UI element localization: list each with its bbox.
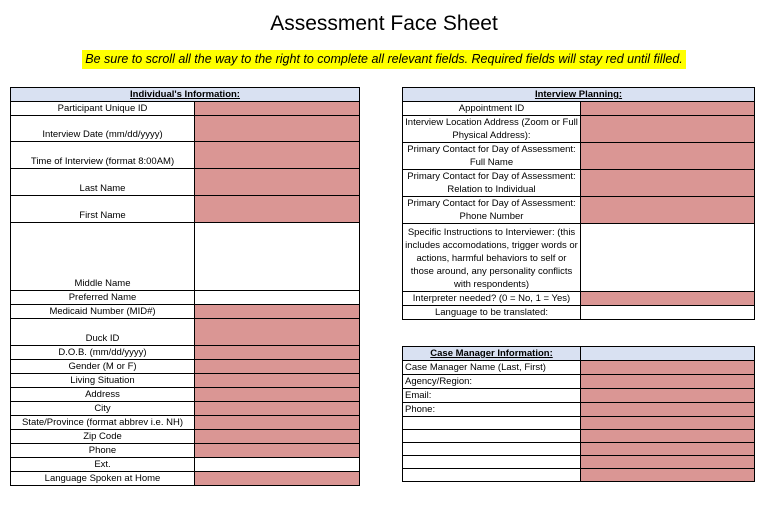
- extra-cm-input[interactable]: [581, 430, 755, 443]
- cm-email-input[interactable]: [581, 389, 755, 403]
- ext-input[interactable]: [195, 458, 360, 472]
- duck-id-input[interactable]: [195, 319, 360, 346]
- extra-cm-input[interactable]: [581, 456, 755, 469]
- case-manager-name-input[interactable]: [581, 361, 755, 375]
- field-label: Language to be translated:: [403, 306, 581, 320]
- field-label: Specific Instructions to Interviewer: (this includes accomodations, trigger words or actions, harmful behaviors to self or those around, any personality conflicts with respondents): [403, 224, 581, 292]
- gender-input[interactable]: [195, 360, 360, 374]
- specific-instructions-input[interactable]: [581, 224, 755, 292]
- field-label: Interview Location Address (Zoom or Full Physical Address):: [403, 116, 581, 143]
- field-label: Language Spoken at Home: [11, 472, 195, 486]
- extra-cm-input[interactable]: [581, 443, 755, 456]
- contact-relation-input[interactable]: [581, 170, 755, 197]
- medicaid-number-input[interactable]: [195, 305, 360, 319]
- last-name-input[interactable]: [195, 169, 360, 196]
- notice-container: [0, 50, 768, 69]
- field-label: Appointment ID: [403, 102, 581, 116]
- field-label: Ext.: [11, 458, 195, 472]
- field-label: Middle Name: [11, 223, 195, 291]
- field-label: Gender (M or F): [11, 360, 195, 374]
- participant-id-input[interactable]: [195, 102, 360, 116]
- field-label: Case Manager Name (Last, First): [403, 361, 581, 375]
- individual-info-header: Individual's Information:: [11, 88, 360, 102]
- city-input[interactable]: [195, 402, 360, 416]
- interview-time-input[interactable]: [195, 142, 360, 169]
- field-label: Preferred Name: [11, 291, 195, 305]
- field-label: Primary Contact for Day of Assessment: Phone Number: [403, 197, 581, 224]
- interview-planning-table: [402, 87, 755, 320]
- zip-code-input[interactable]: [195, 430, 360, 444]
- extra-cm-input[interactable]: [581, 469, 755, 482]
- blank-label-cell: [403, 469, 581, 482]
- language-translated-input[interactable]: [581, 306, 755, 320]
- phone-input[interactable]: [195, 444, 360, 458]
- field-label: Duck ID: [11, 319, 195, 346]
- scroll-notice: Be sure to scroll all the way to the right to complete all relevant fields. Required fields will stay red until filled.: [82, 50, 686, 69]
- interview-location-input[interactable]: [581, 116, 755, 143]
- living-situation-input[interactable]: [195, 374, 360, 388]
- field-label: Primary Contact for Day of Assessment: Full Name: [403, 143, 581, 170]
- field-label: Living Situation: [11, 374, 195, 388]
- contact-full-name-input[interactable]: [581, 143, 755, 170]
- field-label: Interview Date (mm/dd/yyyy): [11, 116, 195, 142]
- address-input[interactable]: [195, 388, 360, 402]
- case-manager-header: Case Manager Information:: [403, 347, 581, 361]
- extra-cm-input[interactable]: [581, 417, 755, 430]
- dob-input[interactable]: [195, 346, 360, 360]
- agency-region-input[interactable]: [581, 375, 755, 389]
- blank-label-cell: [403, 430, 581, 443]
- field-label: Address: [11, 388, 195, 402]
- field-label: First Name: [11, 196, 195, 223]
- field-label: Time of Interview (format 8:00AM): [11, 142, 195, 169]
- field-label: Phone: [11, 444, 195, 458]
- field-label: Phone:: [403, 403, 581, 417]
- field-label: Primary Contact for Day of Assessment: Relation to Individual: [403, 170, 581, 197]
- blank-label-cell: [403, 417, 581, 430]
- interview-planning-header: Interview Planning:: [403, 88, 755, 102]
- individual-info-table: [10, 87, 360, 486]
- blank-label-cell: [403, 456, 581, 469]
- middle-name-input[interactable]: [195, 223, 360, 291]
- interview-date-input[interactable]: [195, 116, 360, 142]
- interpreter-needed-input[interactable]: [581, 292, 755, 306]
- language-home-input[interactable]: [195, 472, 360, 486]
- case-manager-table: [402, 346, 755, 482]
- field-label: State/Province (format abbrev i.e. NH): [11, 416, 195, 430]
- appointment-id-input[interactable]: [581, 102, 755, 116]
- page-title: Assessment Face Sheet: [270, 12, 498, 35]
- cm-phone-input[interactable]: [581, 403, 755, 417]
- field-label: Medicaid Number (MID#): [11, 305, 195, 319]
- case-manager-header-blank: [581, 347, 755, 361]
- field-label: Interpreter needed? (0 = No, 1 = Yes): [403, 292, 581, 306]
- field-label: Email:: [403, 389, 581, 403]
- field-label: Agency/Region:: [403, 375, 581, 389]
- contact-phone-input[interactable]: [581, 197, 755, 224]
- field-label: City: [11, 402, 195, 416]
- field-label: D.O.B. (mm/dd/yyyy): [11, 346, 195, 360]
- blank-label-cell: [403, 443, 581, 456]
- first-name-input[interactable]: [195, 196, 360, 223]
- field-label: Zip Code: [11, 430, 195, 444]
- field-label: Last Name: [11, 169, 195, 196]
- state-input[interactable]: [195, 416, 360, 430]
- preferred-name-input[interactable]: [195, 291, 360, 305]
- field-label: Participant Unique ID: [11, 102, 195, 116]
